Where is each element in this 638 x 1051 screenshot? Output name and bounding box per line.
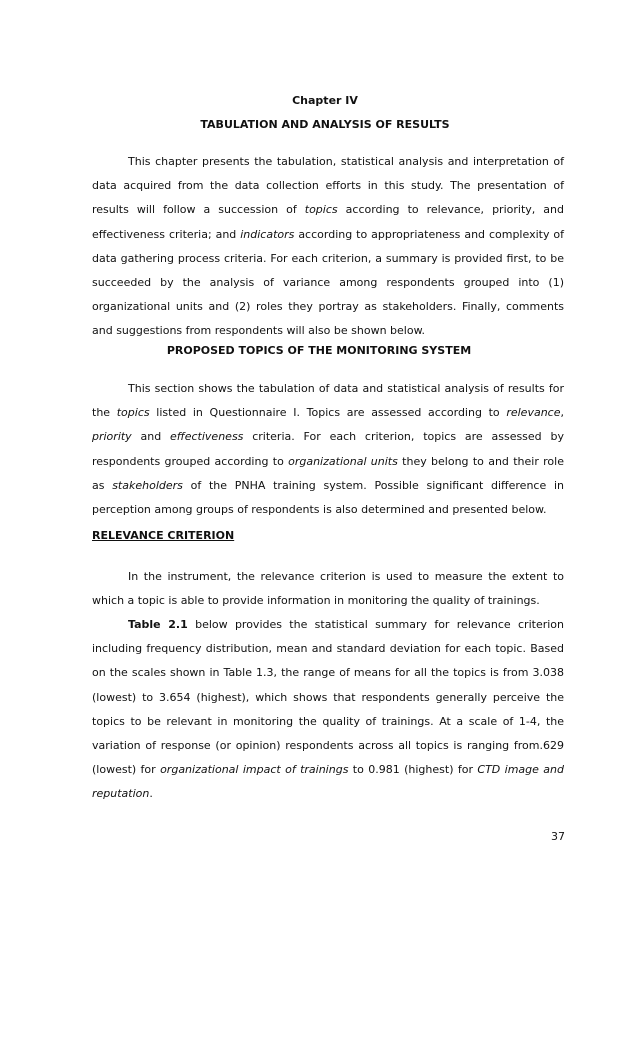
relevance-heading: RELEVANCE CRITERION [92,529,235,542]
section-paragraph: This section shows the tabulation of data and statistical analysis of results for the topics listed in Questionnaire I. Topics are assessed according to relevance, priority and effectiveness criteria. For each criterion, topics are assessed by respondents grouped according to organizational units they belong to and their role as stakeholders of the PNHA training system. Possible significant difference in perception among groups of respondents is also determined and presented below. [92,382,564,517]
page-number: 37 [551,830,565,843]
section-heading: PROPOSED TOPICS OF THE MONITORING SYSTEM [166,344,472,357]
relevance-paragraph-1: In the instrument, the relevance criterion is used to measure the extent to which a topic is able to provide information in monitoring the quality of trainings. [92,570,564,608]
intro-paragraph: This chapter presents the tabulation, statistical analysis and interpretation of data acquired from the data collection efforts in this study. The presentation of results will follow a succession of topics according to relevance, priority, and effectiveness criteria; and indicators according to appropriateness and complexity of data gathering process criteria. For each criterion, a summary is provided first, to be succeeded by the analysis of variance among respondents grouped into (1) organizational units and (2) roles they portray as stakeholders. Finally, comments and suggestions from respondents will also be shown below. [92,155,564,338]
relevance-paragraph-2: Table 2.1 below provides the statistical summary for relevance criterion including frequency distribution, mean and standard deviation for each topic. Based on the scales shown in Table 1.3, the range of means for all the topics is from 3.038 (lowest) to 3.654 (highest), which shows that respondents generally perceive the topics to be relevant in monitoring the quality of trainings. At a scale of 1-4, the variation of response (or opinion) respondents across all topics is ranging from.629 (lowest) for organizational impact of trainings to 0.981 (highest) for CTD image and reputation. [92,618,565,801]
chapter-subtitle: TABULATION AND ANALYSIS OF RESULTS [200,118,450,131]
chapter-title: Chapter IV [292,94,358,107]
